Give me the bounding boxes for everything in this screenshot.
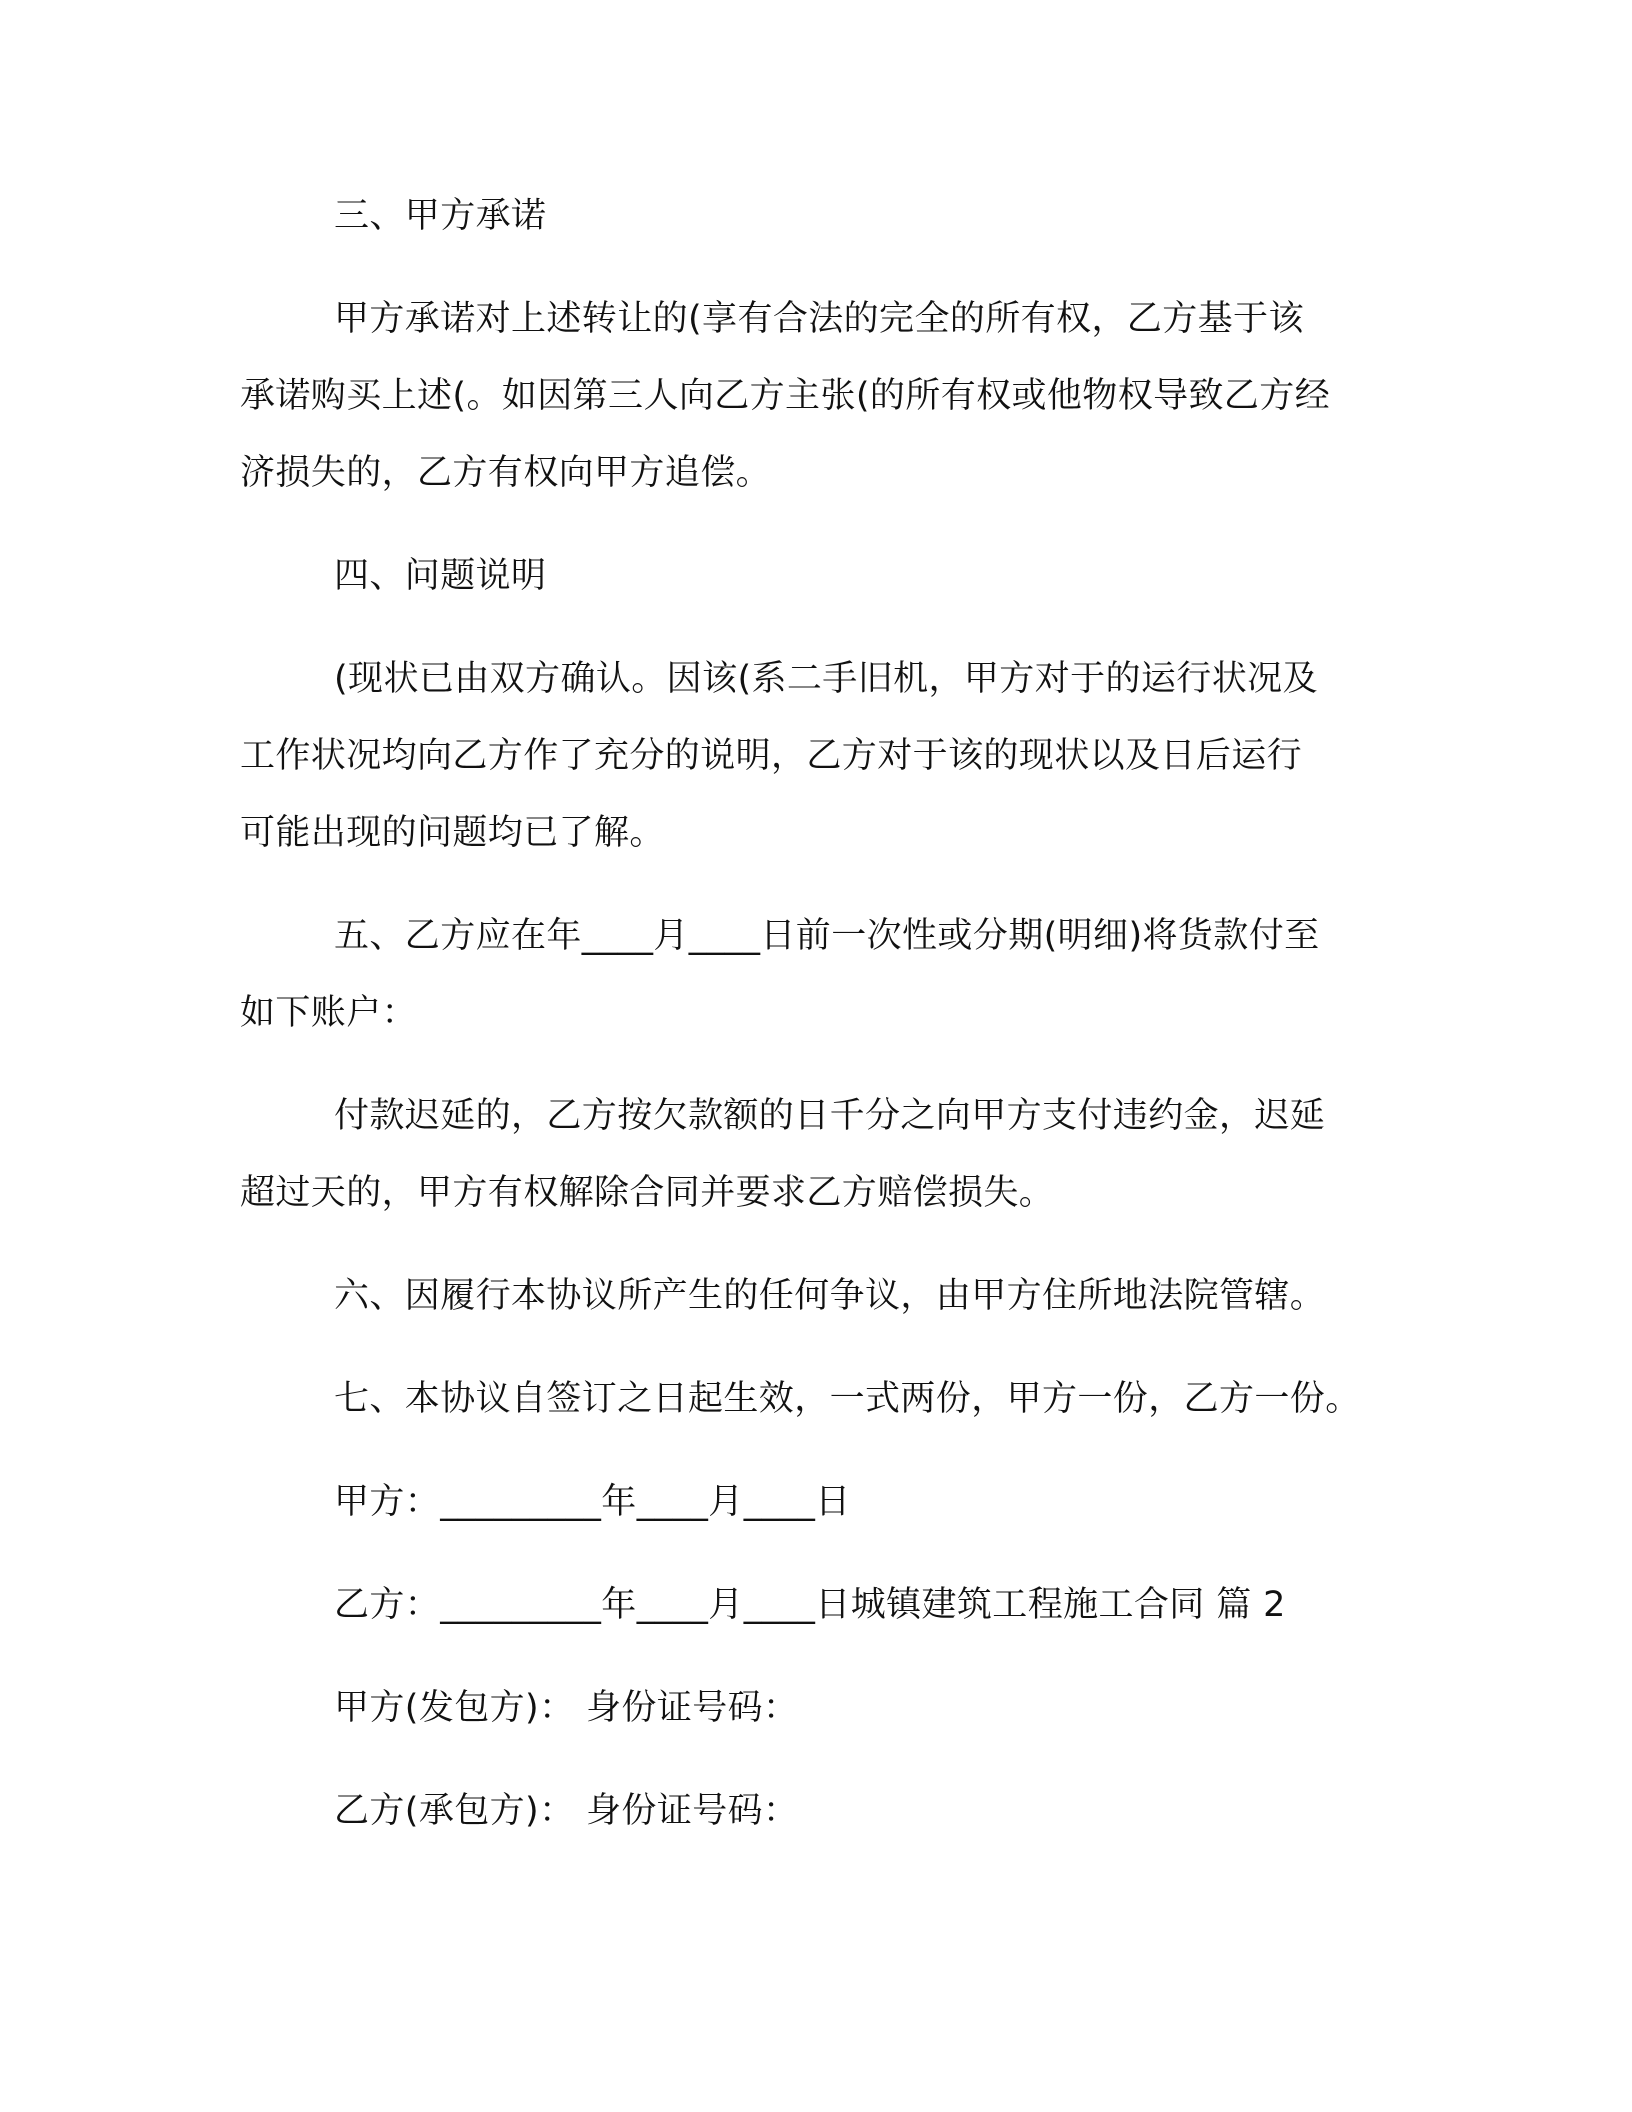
section-3-line-3: 济损失的，乙方有权向甲方追偿。 (240, 453, 772, 493)
section-4-heading: 四、问题说明 (334, 556, 547, 596)
section-4-line-3: 可能出现的问题均已了解。 (240, 813, 665, 853)
section-4-line-2: 工作状况均向乙方作了充分的说明，乙方对于该的现状以及日后运行 (240, 736, 1303, 776)
signature-party-a: 甲方：_________年____月____日 (334, 1482, 851, 1522)
section-3-line-2: 承诺购买上述(。如因第三人向乙方主张(的所有权或他物权导致乙方经 (240, 376, 1331, 416)
late-payment-line-2: 超过天的，甲方有权解除合同并要求乙方赔偿损失。 (240, 1173, 1055, 1213)
section-3-line-1: 甲方承诺对上述转让的(享有合法的完全的所有权，乙方基于该 (334, 299, 1304, 339)
section-3-heading: 三、甲方承诺 (334, 196, 547, 236)
contract-2-party-b: 乙方(承包方)： 身份证号码： (334, 1791, 799, 1831)
section-5-line-1: 五、乙方应在年____月____日前一次性或分期(明细)将货款付至 (334, 916, 1320, 956)
contract-2-party-a: 甲方(发包方)： 身份证号码： (334, 1688, 799, 1728)
section-6: 六、因履行本协议所产生的任何争议，由甲方住所地法院管辖。 (334, 1276, 1326, 1316)
signature-party-b: 乙方：_________年____月____日城镇建筑工程施工合同 篇 2 (334, 1585, 1286, 1625)
late-payment-line-1: 付款迟延的，乙方按欠款额的日千分之向甲方支付违约金，迟延 (334, 1096, 1326, 1136)
section-4-line-1: (现状已由双方确认。因该(系二手旧机，甲方对于的运行状况及 (334, 659, 1318, 699)
section-5-line-2: 如下账户： (240, 993, 418, 1033)
section-7: 七、本协议自签订之日起生效，一式两份，甲方一份，乙方一份。 (334, 1379, 1361, 1419)
